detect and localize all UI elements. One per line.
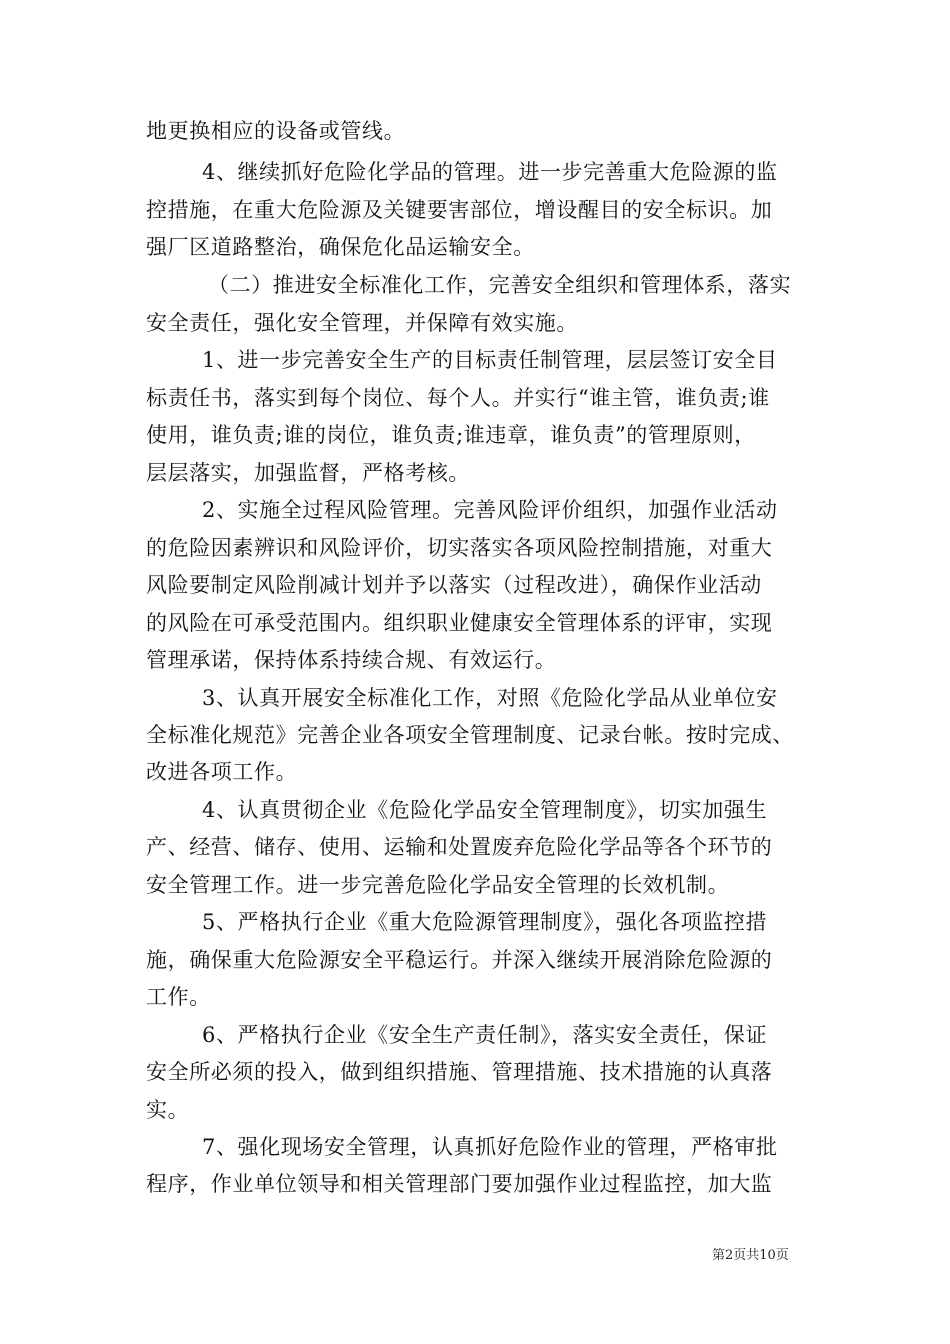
body-text-line: 使用，谁负责;谁的岗位，谁负责;谁违章，谁负责”的管理原则， xyxy=(146,423,756,447)
section-heading-line: （二）推进安全标准化工作，完善安全组织和管理体系，落实 xyxy=(208,273,792,297)
body-text-line: 实。 xyxy=(146,1098,190,1122)
body-text-line: 7、强化现场安全管理，认真抓好危险作业的管理，严格审批 xyxy=(202,1135,778,1159)
body-text-line: 产、经营、储存、使用、运输和处置废弃危险化学品等各个环节的 xyxy=(146,835,773,859)
body-text-line: 改进各项工作。 xyxy=(146,760,298,784)
body-text-line: 6、严格执行企业《安全生产责任制》，落实安全责任，保证 xyxy=(202,1023,768,1047)
body-text-line: 施，确保重大危险源安全平稳运行。并深入继续开展消除危险源的 xyxy=(146,948,773,972)
body-text-line: 的危险因素辨识和风险评价，切实落实各项风险控制措施，对重大 xyxy=(146,536,773,560)
body-text-line: 控措施，在重大危险源及关键要害部位，增设醒目的安全标识。加 xyxy=(146,198,773,222)
body-text-line: 5、严格执行企业《重大危险源管理制度》，强化各项监控措 xyxy=(202,910,768,934)
body-text-line: 安全管理工作。进一步完善危险化学品安全管理的长效机制。 xyxy=(146,873,730,897)
body-text-line: 管理承诺，保持体系持续合规、有效运行。 xyxy=(146,648,557,672)
body-text-line: 风险要制定风险削减计划并予以落实（过程改进），确保作业活动 xyxy=(146,573,762,597)
body-text-line: 工作。 xyxy=(146,985,211,1009)
body-text-line: 标责任书，落实到每个岗位、每个人。并实行“谁主管，谁负责;谁 xyxy=(146,386,770,410)
body-text-line: 地更换相应的设备或管线。 xyxy=(146,119,406,143)
body-text-line: 2、实施全过程风险管理。完善风险评价组织，加强作业活动 xyxy=(202,498,778,522)
body-text-line: 安全责任，强化安全管理，并保障有效实施。 xyxy=(146,311,578,335)
body-text-line: 4、认真贯彻企业《危险化学品安全管理制度》，切实加强生 xyxy=(202,798,768,822)
body-text-line: 安全所必须的投入，做到组织措施、管理措施、技术措施的认真落 xyxy=(146,1060,773,1084)
page-number: 第2页共10页 xyxy=(712,1248,789,1263)
body-text-line: 强厂区道路整治，确保危化品运输安全。 xyxy=(146,235,535,259)
body-text-line: 4、继续抓好危险化学品的管理。进一步完善重大危险源的监 xyxy=(202,160,778,184)
body-text-line: 1、进一步完善安全生产的目标责任制管理，层层签订安全目 xyxy=(202,348,778,372)
body-text-line: 3、认真开展安全标准化工作，对照《危险化学品从业单位安 xyxy=(202,686,778,710)
body-text-line: 全标准化规范》完善企业各项安全管理制度、记录台帐。按时完成、 xyxy=(146,723,794,747)
body-text-line: 的风险在可承受范围内。组织职业健康安全管理体系的评审，实现 xyxy=(146,611,773,635)
body-text-line: 程序，作业单位领导和相关管理部门要加强作业过程监控，加大监 xyxy=(146,1172,773,1196)
body-text-line: 层层落实，加强监督，严格考核。 xyxy=(146,461,470,485)
